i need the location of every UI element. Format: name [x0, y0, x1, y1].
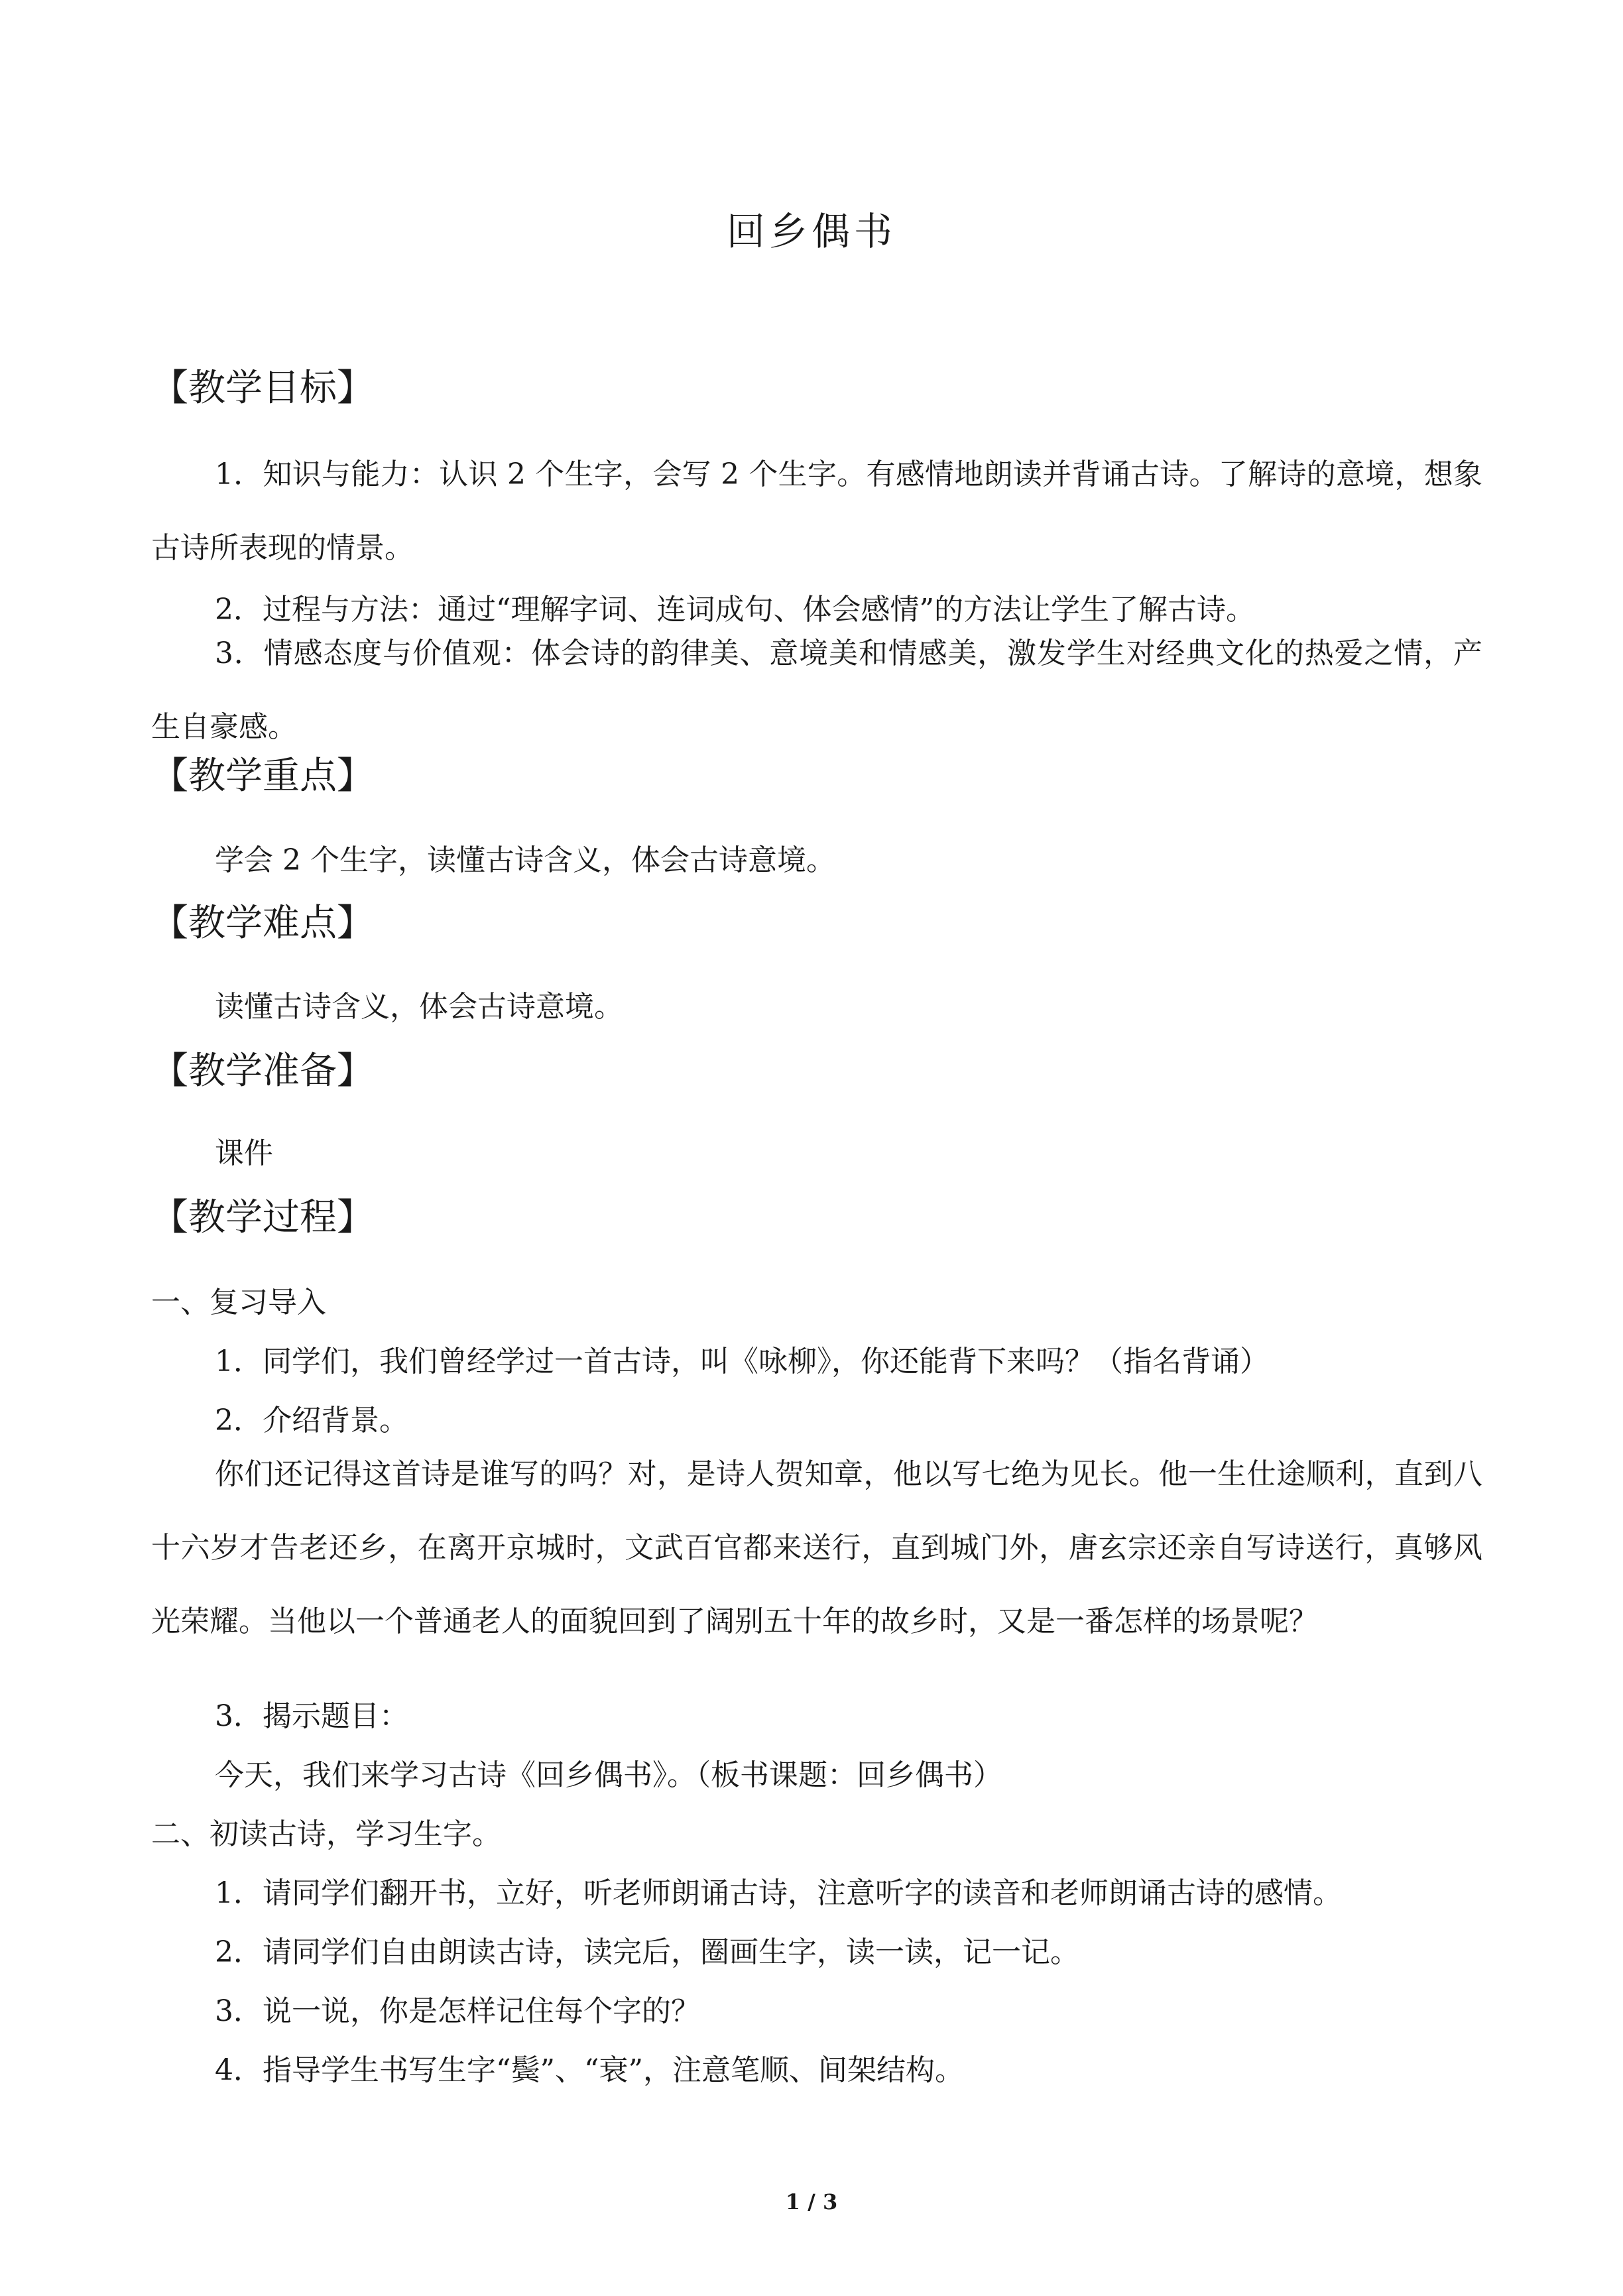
- key-points-text: 学会 2 个生字，读懂古诗含义，体会古诗意境。: [215, 843, 835, 877]
- document-title: 回乡偶书: [726, 209, 896, 254]
- objective-item-1: 1．知识与能力：认识 2 个生字，会写 2 个生字。有感情地朗读并背诵古诗。了解诗的意境，想象古诗所表现的情景。: [151, 457, 1482, 565]
- process-part2-item1: 1．请同学们翻开书，立好，听老师朗诵古诗，注意听字的读音和老师朗诵古诗的感情。: [215, 1876, 1342, 1910]
- process-part2-item2: 2．请同学们自由朗读古诗，读完后，圈画生字，读一读，记一记。: [215, 1935, 1079, 1969]
- process-part2-item3: 3．说一说，你是怎样记住每个字的？: [215, 1994, 700, 2028]
- objective-item-2: 2．过程与方法：通过“理解字词、连词成句、体会感情”的方法让学生了解古诗。: [215, 593, 1255, 627]
- process-part2-title: 二、初读古诗，学习生字。: [151, 1817, 501, 1851]
- page-number: 1 / 3: [785, 2189, 838, 2214]
- preparation-text: 课件: [215, 1136, 273, 1170]
- process-part1-title: 一、复习导入: [151, 1286, 326, 1319]
- process-part1-reveal: 今天，我们来学习古诗《回乡偶书》。（板书课题：回乡偶书）: [215, 1758, 1002, 1792]
- objective-item-3: 3．情感态度与价值观：体会诗的韵律美、意境美和情感美，激发学生对经典文化的热爱之情，产生自豪感。: [151, 636, 1482, 744]
- heading-difficulties: 【教学难点】: [151, 902, 374, 945]
- process-part1-item2: 2．介绍背景。: [215, 1404, 408, 1437]
- heading-objectives: 【教学目标】: [151, 367, 374, 410]
- process-part2-item4: 4．指导学生书写生字“鬓”、“衰”，注意笔顺、间架结构。: [215, 2053, 964, 2087]
- process-part1-background: 你们还记得这首诗是谁写的吗？对，是诗人贺知章，他以写七绝为见长。他一生仕途顺利，直到八十六岁才告老还乡，在离开京城时，文武百官都来送行，直到城门外，唐玄宗还亲自写诗送行，真够风光荣耀。当他以一个普通老人的面貌回到了阔别五十年的故乡时，又是一番怎样的场景呢？: [151, 1457, 1482, 1638]
- heading-process: 【教学过程】: [151, 1196, 374, 1239]
- process-part1-item3: 3．揭示题目：: [215, 1699, 408, 1733]
- heading-preparation: 【教学准备】: [151, 1050, 374, 1093]
- difficulties-text: 读懂古诗含义，体会古诗意境。: [215, 990, 623, 1024]
- process-part1-item1: 1．同学们，我们曾经学过一首古诗，叫《咏柳》，你还能背下来吗？（指名背诵）: [215, 1345, 1269, 1378]
- heading-key-points: 【教学重点】: [151, 755, 374, 798]
